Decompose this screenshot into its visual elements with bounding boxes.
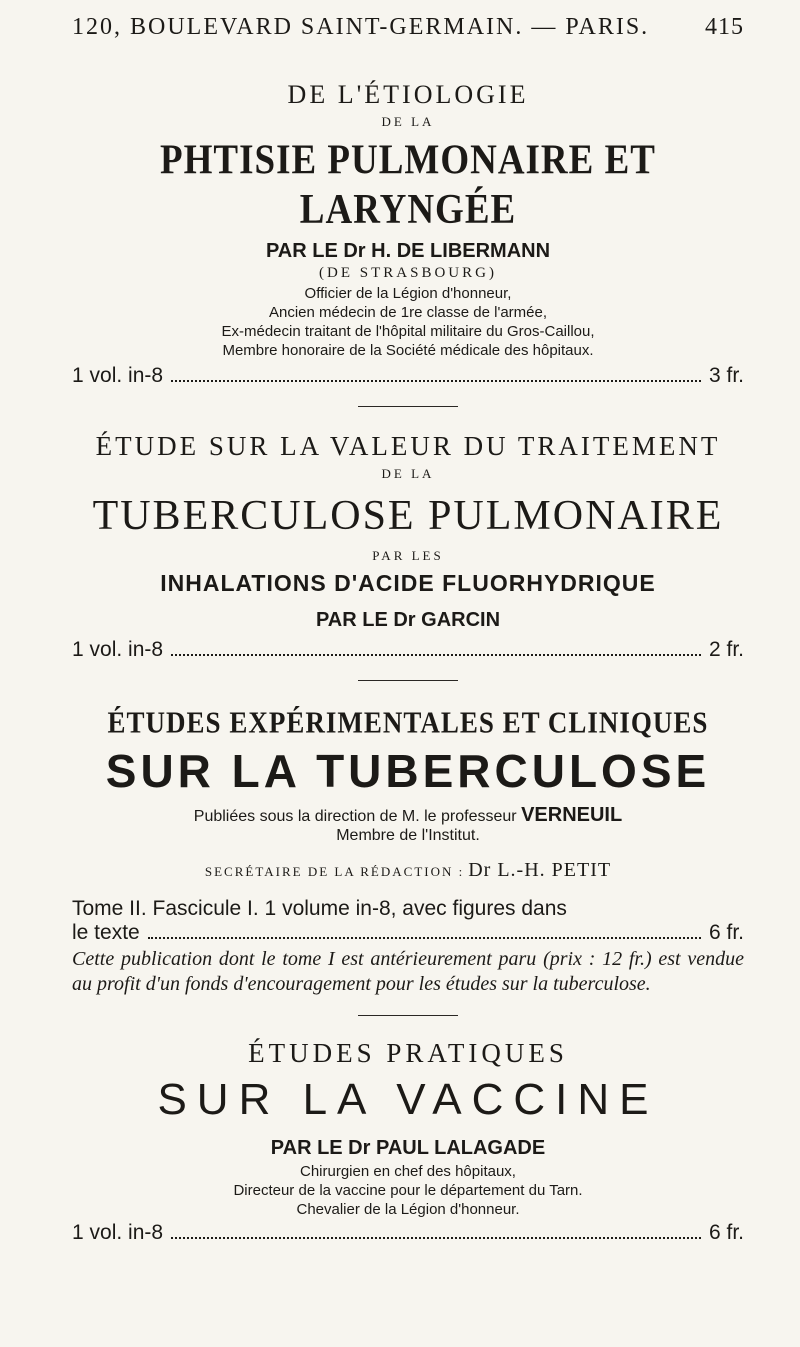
book-entry-phtisie bbox=[72, 80, 744, 388]
author-origin: (DE STRASBOURG) bbox=[319, 265, 497, 281]
book-format: 1 vol. in-8 bbox=[72, 1221, 164, 1244]
secretary-name: Dr L.-H. PETIT bbox=[468, 859, 612, 881]
book-price: 2 fr. bbox=[708, 638, 744, 661]
book-title: PHTISIE PULMONAIRE ET LARYNGÉE bbox=[160, 136, 656, 234]
running-head bbox=[72, 0, 744, 44]
publication-note: Cette publication dont le tome I est antérieurement paru (prix : 12 fr.) est vendue au profit d'un fonds d'encouragement pour les études sur la tuberculose. bbox=[72, 948, 744, 995]
leader-dots bbox=[171, 654, 701, 656]
book-price-line bbox=[72, 364, 744, 388]
book-author: PAR LE Dr GARCIN bbox=[315, 609, 501, 631]
secretary-line bbox=[72, 859, 744, 882]
editor-membership: Membre de l'Institut. bbox=[336, 827, 480, 844]
section-divider bbox=[358, 1015, 458, 1016]
book-pre-title-sub: DE LA bbox=[381, 466, 435, 481]
book-author: PAR LE Dr PAUL LALAGADE bbox=[270, 1137, 546, 1159]
book-author: PAR LE Dr H. DE LIBERMANN bbox=[265, 240, 551, 262]
credential-line: Ex-médecin traitant de l'hôpital militaire du Gros-Caillou, bbox=[221, 323, 595, 340]
published-prefix: Publiées sous la direction de M. le professeur bbox=[193, 808, 517, 825]
publisher-address: 120, BOULEVARD SAINT-GERMAIN. — PARIS. bbox=[72, 14, 650, 40]
book-format: 1 vol. in-8 bbox=[72, 638, 164, 661]
editor-name: VERNEUIL bbox=[521, 804, 623, 826]
book-price-line bbox=[72, 921, 744, 945]
credential-line: Directeur de la vaccine pour le département du Tarn. bbox=[233, 1182, 583, 1199]
book-price: 6 fr. bbox=[708, 921, 744, 944]
book-price-line bbox=[72, 638, 744, 662]
credential-line: Chirurgien en chef des hôpitaux, bbox=[300, 1163, 516, 1180]
book-pre-title: ÉTUDES PRATIQUES bbox=[248, 1038, 568, 1068]
page-number: 415 bbox=[705, 14, 744, 40]
secretary-label: SECRÉTAIRE DE LA RÉDACTION : bbox=[204, 864, 465, 879]
book-pre-title: ÉTUDE SUR LA VALEUR DU TRAITEMENT bbox=[95, 431, 721, 461]
book-title: TUBERCULOSE PULMONAIRE bbox=[92, 493, 724, 539]
book-pre-title: DE L'ÉTIOLOGIE bbox=[287, 80, 529, 109]
book-pre-title-sub: DE LA bbox=[381, 114, 435, 129]
tome-line-2: le texte bbox=[72, 921, 140, 944]
book-par: PAR LES bbox=[372, 548, 444, 563]
section-divider bbox=[358, 406, 458, 407]
published-line bbox=[72, 806, 744, 826]
book-title: SUR LA VACCINE bbox=[157, 1075, 659, 1124]
credential-line: Officier de la Légion d'honneur, bbox=[304, 285, 512, 302]
book-pre-title: ÉTUDES EXPÉRIMENTALES ET CLINIQUES bbox=[107, 704, 709, 740]
book-price: 6 fr. bbox=[708, 1221, 744, 1244]
book-entry-tuberculose-pulmonaire bbox=[72, 431, 744, 662]
credential-line: Chevalier de la Légion d'honneur. bbox=[296, 1201, 520, 1218]
tome-description bbox=[72, 896, 744, 921]
author-credentials bbox=[72, 1162, 744, 1219]
credential-line: Membre honoraire de la Société médicale des hôpitaux. bbox=[222, 342, 594, 359]
book-price: 3 fr. bbox=[708, 364, 744, 387]
book-title: SUR LA TUBERCULOSE bbox=[105, 745, 711, 797]
leader-dots bbox=[171, 380, 701, 382]
credential-line: Ancien médecin de 1re classe de l'armée, bbox=[268, 304, 547, 321]
book-entry-vaccine bbox=[72, 1038, 744, 1245]
leader-dots bbox=[171, 1237, 701, 1239]
book-entry-tuberculose bbox=[72, 704, 744, 997]
book-format: 1 vol. in-8 bbox=[72, 364, 164, 387]
book-price-line bbox=[72, 1221, 744, 1245]
section-divider bbox=[358, 680, 458, 681]
tome-line: Tome II. Fascicule I. 1 volume in-8, avec figures dans bbox=[72, 897, 567, 920]
book-subtitle: INHALATIONS D'ACIDE FLUORHYDRIQUE bbox=[160, 570, 656, 596]
leader-dots bbox=[148, 937, 701, 939]
author-credentials bbox=[72, 284, 744, 360]
